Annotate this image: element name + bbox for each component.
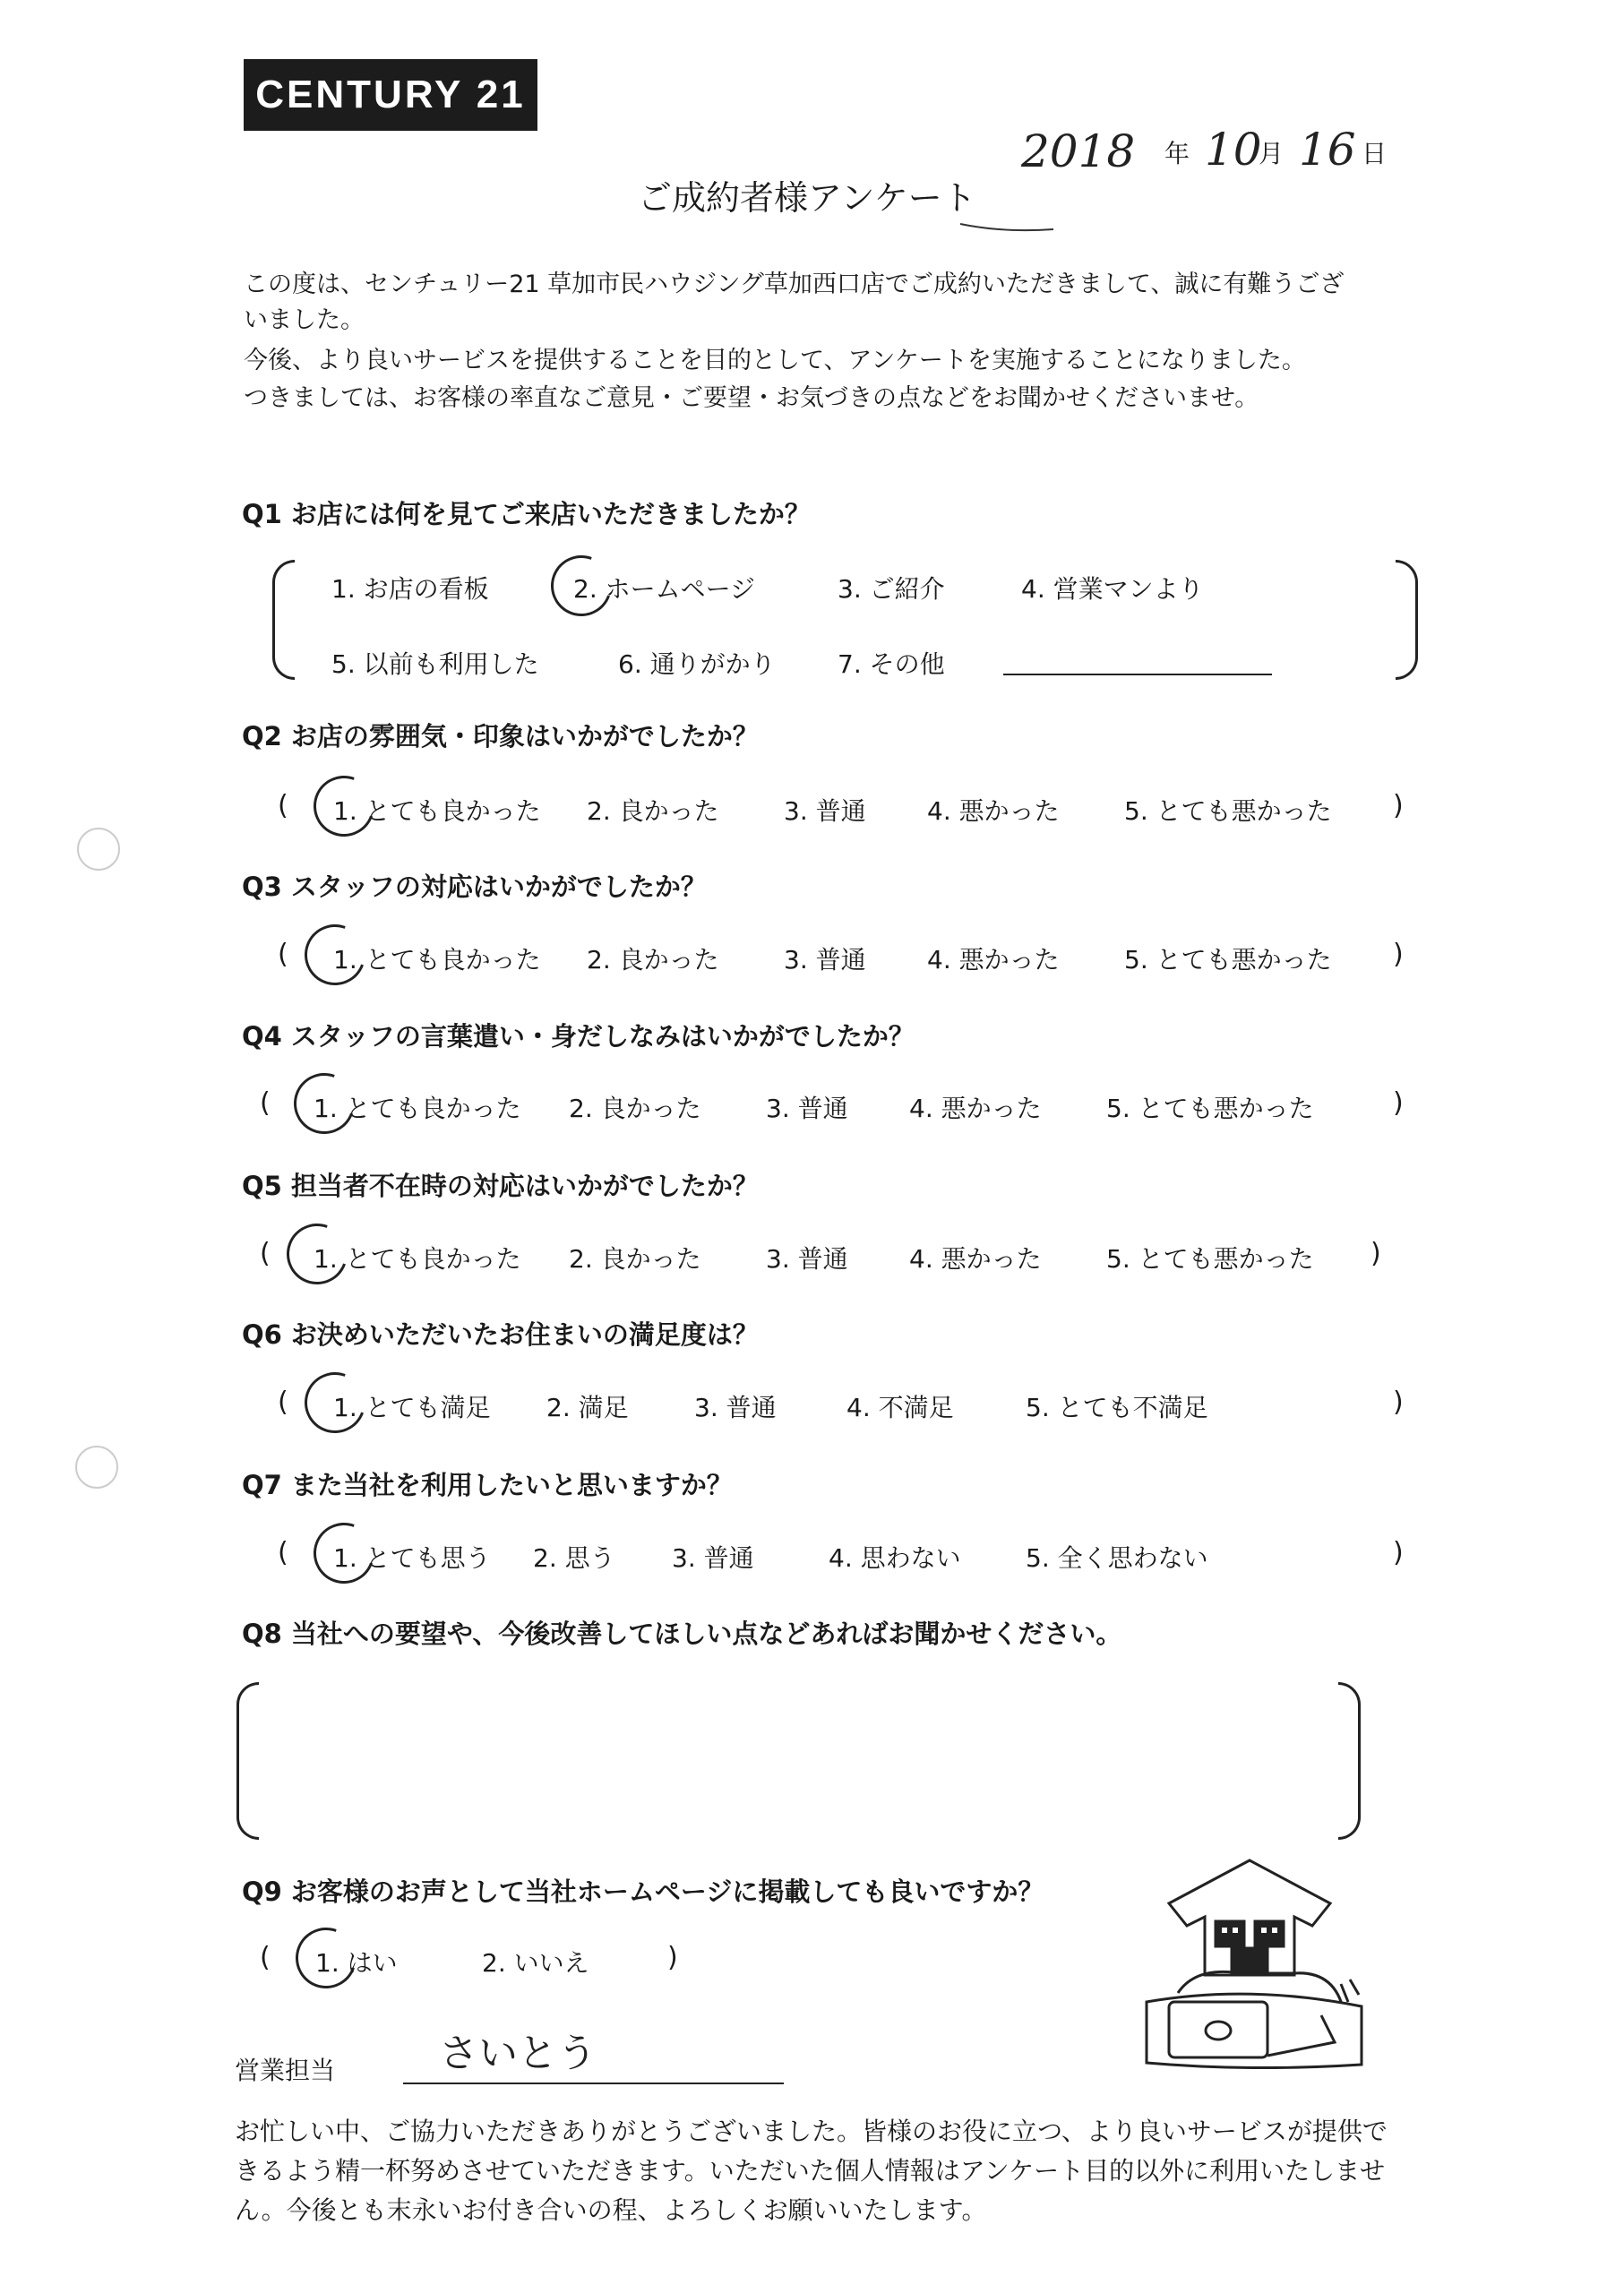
q3-option-1[interactable]: 1. とても良かった (333, 945, 541, 975)
q5-option-2[interactable]: 2. 良かった (569, 1244, 701, 1274)
q1-option-3[interactable]: 3. ご紹介 (838, 574, 945, 604)
q8-answer-box[interactable] (287, 1702, 1317, 1818)
q3-option-2[interactable]: 2. 良かった (587, 945, 719, 975)
q4-label: Q4 スタッフの言葉遣い・身だしなみはいかがでしたか？ (242, 1021, 915, 1052)
q6-label: Q6 お決めいただいたお住まいの満足度は？ (242, 1319, 759, 1350)
q7-close-paren: ) (1393, 1537, 1404, 1568)
q3-close-paren: ) (1393, 939, 1404, 970)
q1-selection-circle (541, 545, 622, 626)
q6-open-paren: ( (278, 1387, 288, 1418)
intro-line-3: 今後、より良いサービスを提供することを目的として、アンケートを実施することになりました。 (244, 347, 1306, 374)
q9-label: Q9 お客様のお声として当社ホームページに掲載しても良いですか？ (242, 1876, 1044, 1907)
q4-option-2[interactable]: 2. 良かった (569, 1094, 701, 1123)
q7-open-paren: ( (278, 1537, 288, 1568)
survey-title: ご成約者様アンケート (638, 178, 976, 218)
q1-close-bracket (1396, 560, 1418, 680)
q7-label: Q7 また当社を利用したいと思いますか？ (242, 1470, 733, 1500)
q2-open-paren: ( (278, 790, 288, 821)
q8-close-bracket (1338, 1682, 1361, 1840)
q5-close-paren: ) (1371, 1238, 1381, 1269)
q1-label: Q1 お店には何を見てご来店いただきましたか？ (242, 499, 811, 529)
date-day: 16 (1299, 124, 1356, 176)
q6-option-3[interactable]: 3. 普通 (694, 1393, 777, 1422)
q5-option-5[interactable]: 5. とても悪かった (1106, 1244, 1314, 1274)
q1-option-5[interactable]: 5. 以前も利用した (331, 649, 539, 679)
q4-open-paren: ( (260, 1087, 271, 1119)
staff-signature-line (403, 2083, 784, 2084)
title-underline-stroke (958, 217, 1057, 235)
q9-open-paren: ( (260, 1942, 271, 1973)
q1-option-4[interactable]: 4. 営業マンより (1021, 574, 1204, 604)
house-mascot-laptop-icon (1142, 1859, 1366, 2069)
q8-label: Q8 当社への要望や、今後改善してほしい点などあればお聞かせください。 (242, 1619, 1122, 1649)
q1-option-2[interactable]: 2. ホームページ (573, 574, 756, 604)
intro-line-4: つきましては、お客様の率直なご意見・ご要望・お気づきの点などをお聞かせくださいませ。 (244, 384, 1259, 412)
intro-line-2: いました。 (244, 306, 365, 334)
q1-option-6[interactable]: 6. 通りがかり (618, 649, 776, 679)
q8-open-bracket (236, 1682, 259, 1840)
q6-option-5[interactable]: 5. とても不満足 (1026, 1393, 1208, 1422)
q3-option-4[interactable]: 4. 悪かった (927, 945, 1060, 975)
q5-open-paren: ( (260, 1238, 271, 1269)
q7-option-3[interactable]: 3. 普通 (672, 1543, 754, 1573)
punch-hole (77, 828, 120, 871)
date-month: 10 (1205, 124, 1262, 176)
q4-option-4[interactable]: 4. 悪かった (909, 1094, 1042, 1123)
q7-option-5[interactable]: 5. 全く思わない (1026, 1543, 1208, 1573)
q3-label: Q3 スタッフの対応はいかがでしたか？ (242, 872, 707, 902)
date-month-unit: 月 (1259, 139, 1285, 168)
q9-option-2[interactable]: 2. いいえ (482, 1948, 589, 1978)
q6-option-2[interactable]: 2. 満足 (546, 1393, 629, 1422)
q9-option-1[interactable]: 1. はい (315, 1948, 398, 1978)
q4-option-3[interactable]: 3. 普通 (766, 1094, 848, 1123)
q4-option-1[interactable]: 1. とても良かった (314, 1094, 521, 1123)
q2-label: Q2 お店の雰囲気・印象はいかがでしたか？ (242, 721, 759, 751)
q5-label: Q5 担当者不在時の対応はいかがでしたか？ (242, 1171, 759, 1201)
q2-option-4[interactable]: 4. 悪かった (927, 796, 1060, 826)
q1-open-bracket (272, 560, 295, 680)
intro-line-1: この度は、センチュリー21 草加市民ハウジング草加西口店でご成約いただきまして、誠に有難うござ (244, 271, 1345, 298)
q2-option-2[interactable]: 2. 良かった (587, 796, 719, 826)
q3-option-5[interactable]: 5. とても悪かった (1124, 945, 1332, 975)
closing-message: お忙しい中、ご協力いただきありがとうございました。皆様のお役に立つ、より良いサービスが提供できるよう精一杯努めさせていただきます。いただいた個人情報はアンケート目的以外に利用いたしません。今後とも末永いお付き合いの程、よろしくお願いいたします。 (235, 2117, 1388, 2225)
staff-label: 営業担当 (235, 2056, 336, 2085)
q3-open-paren: ( (278, 939, 288, 970)
q6-option-1[interactable]: 1. とても満足 (333, 1393, 491, 1422)
q1-other-input-line[interactable] (1003, 674, 1272, 675)
q6-close-paren: ) (1393, 1387, 1404, 1418)
q2-option-1[interactable]: 1. とても良かった (333, 796, 541, 826)
brand-logo: CENTURY 21 (244, 59, 537, 131)
q1-option-7[interactable]: 7. その他 (838, 649, 945, 679)
q3-option-3[interactable]: 3. 普通 (784, 945, 866, 975)
q6-option-4[interactable]: 4. 不満足 (846, 1393, 954, 1422)
q7-option-2[interactable]: 2. 思う (533, 1543, 615, 1573)
q9-close-paren: ) (667, 1942, 678, 1973)
q5-option-1[interactable]: 1. とても良かった (314, 1244, 521, 1274)
q5-option-3[interactable]: 3. 普通 (766, 1244, 848, 1274)
date-day-unit: 日 (1362, 139, 1388, 168)
q2-close-paren: ) (1393, 790, 1404, 821)
q4-close-paren: ) (1393, 1087, 1404, 1119)
punch-hole (75, 1446, 118, 1489)
staff-name: さいとう (439, 2031, 597, 2076)
q7-option-4[interactable]: 4. 思わない (829, 1543, 961, 1573)
q1-option-1[interactable]: 1. お店の看板 (331, 574, 489, 604)
date-year-unit: 年 (1164, 139, 1190, 168)
q2-option-3[interactable]: 3. 普通 (784, 796, 866, 826)
q5-option-4[interactable]: 4. 悪かった (909, 1244, 1042, 1274)
q4-option-5[interactable]: 5. とても悪かった (1106, 1094, 1314, 1123)
q2-option-5[interactable]: 5. とても悪かった (1124, 796, 1332, 826)
date-year: 2018 (1021, 125, 1136, 177)
q7-option-1[interactable]: 1. とても思う (333, 1543, 491, 1573)
